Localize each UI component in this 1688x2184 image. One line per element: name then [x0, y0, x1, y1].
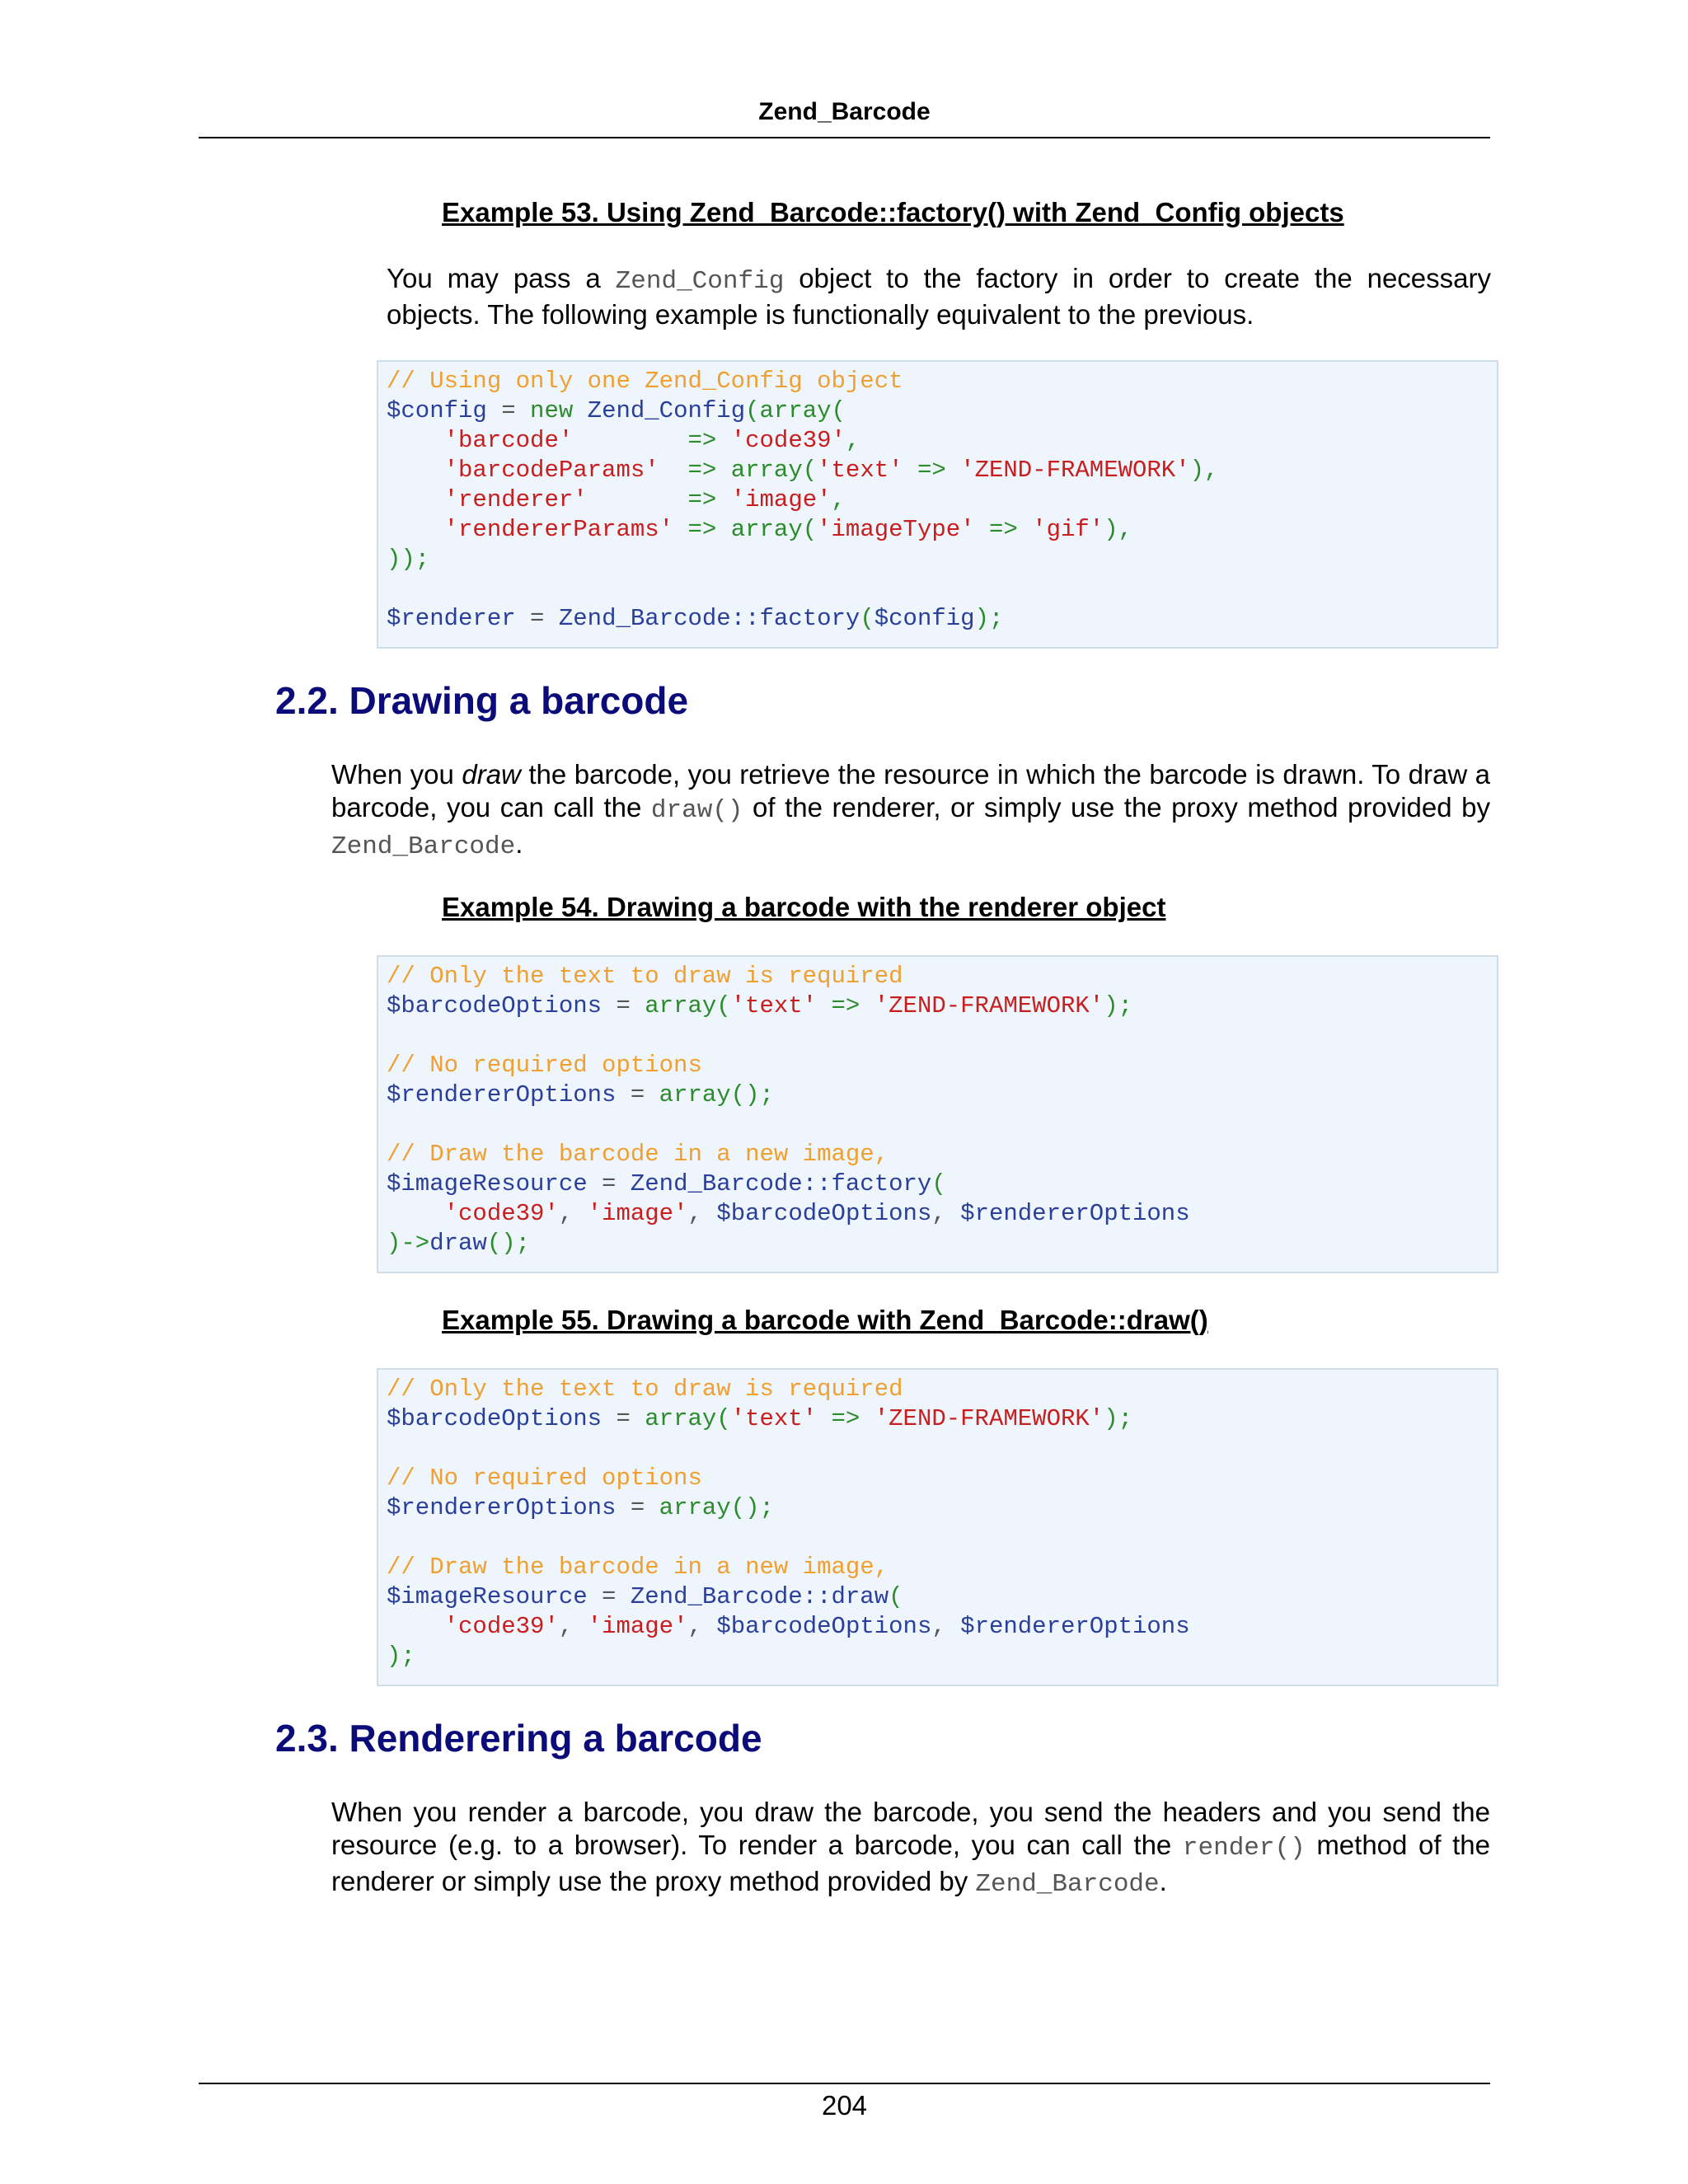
- code-keyword: =>: [831, 1405, 860, 1432]
- code-text: ,: [931, 1200, 961, 1227]
- code-keyword: =>: [687, 427, 717, 454]
- para-text-3: of the renderer, or simply use the proxy method provided by: [743, 792, 1490, 823]
- code-text: [716, 427, 730, 454]
- code-text: ,: [931, 1613, 961, 1640]
- section-2-2-paragraph: [331, 758, 1490, 864]
- code-line: [387, 1434, 1489, 1464]
- code-line: [387, 1642, 1489, 1671]
- code-line: [387, 1464, 1489, 1493]
- code-text: [387, 486, 444, 513]
- section-2-3-paragraph: [331, 1796, 1490, 1901]
- code-line: [387, 574, 1489, 604]
- code-text: [716, 486, 730, 513]
- para-text-3: .: [1159, 1866, 1167, 1896]
- intro-text-end: object to the factory in order to create the necessary objects. The following example is functionally equivalent to the previous.: [387, 263, 1491, 330]
- code-comment: // Draw the barcode in a new image,: [387, 1141, 889, 1168]
- code-comment: // Using only one Zend_Config object: [387, 368, 903, 395]
- page-number: 204: [821, 2090, 868, 2121]
- code-keyword: =>: [687, 486, 717, 513]
- code-string: 'renderer': [443, 486, 588, 513]
- code-line: [387, 604, 1489, 634]
- code-line: [387, 1199, 1489, 1229]
- code-keyword: =>: [687, 516, 717, 543]
- code-line: [387, 1051, 1489, 1080]
- footer-rule: [199, 2083, 1490, 2084]
- code-text: [716, 516, 730, 543]
- intro-text-start: You may pass a: [387, 263, 616, 293]
- code-string: 'text': [730, 992, 818, 1019]
- running-header: Zend_Barcode: [758, 98, 931, 125]
- code-line: [387, 1229, 1489, 1258]
- code-keyword: (: [860, 605, 874, 632]
- code-keyword: array();: [659, 1494, 774, 1521]
- code-variable: $imageResource: [387, 1170, 588, 1197]
- code-text: ,: [687, 1200, 717, 1227]
- code-string: 'text': [817, 457, 903, 484]
- code-string: 'text': [730, 1405, 818, 1432]
- code-line: [387, 1110, 1489, 1140]
- section-2-2-heading: 2.2. Drawing a barcode: [275, 679, 689, 722]
- code-keyword: ();: [486, 1230, 531, 1257]
- code-line: [387, 1375, 1489, 1404]
- header-rule: [199, 137, 1490, 138]
- code-keyword: =>: [687, 457, 717, 484]
- code-line: [387, 1080, 1489, 1110]
- code-line: [387, 1582, 1489, 1612]
- code-comment: // No required options: [387, 1465, 702, 1492]
- code-text: [659, 457, 688, 484]
- code-name: draw: [429, 1230, 487, 1257]
- code-variable: $rendererOptions: [387, 1494, 617, 1521]
- code-block-53: [377, 360, 1498, 649]
- code-keyword: array(: [645, 1405, 731, 1432]
- example-55-title: Example 55. Drawing a barcode with Zend_Barcode::draw(): [442, 1305, 1208, 1335]
- code-text: =: [602, 1405, 645, 1432]
- inline-code-draw: draw(): [650, 796, 743, 825]
- code-keyword: array(: [645, 992, 731, 1019]
- para-text-2: method of the renderer or simply use the proxy method provided by: [331, 1830, 1490, 1896]
- code-block-54: [377, 955, 1498, 1273]
- code-text: [387, 427, 444, 454]
- code-text: [860, 1405, 874, 1432]
- code-string: 'barcodeParams': [443, 457, 659, 484]
- code-text: ,: [687, 1613, 717, 1640]
- code-line: [387, 515, 1489, 545]
- code-name: Zend_Barcode::factory: [630, 1170, 932, 1197]
- code-text: [817, 1405, 831, 1432]
- code-line: [387, 545, 1489, 574]
- code-text: =: [587, 1583, 631, 1610]
- code-line: [387, 1404, 1489, 1434]
- example-53-intro: [387, 262, 1491, 331]
- code-text: [573, 427, 687, 454]
- code-string: 'image': [587, 1200, 688, 1227]
- code-text: [387, 1200, 444, 1227]
- inline-code-zend-barcode: Zend_Barcode: [331, 832, 516, 861]
- code-variable: $rendererOptions: [387, 1081, 617, 1108]
- para-text-1: When you: [331, 759, 462, 790]
- code-keyword: =>: [831, 992, 860, 1019]
- code-text: =: [616, 1494, 659, 1521]
- para-text-4: .: [515, 828, 523, 859]
- code-string: 'ZEND-FRAMEWORK': [874, 992, 1104, 1019]
- code-keyword: array();: [659, 1081, 774, 1108]
- code-keyword: (: [931, 1170, 946, 1197]
- code-line: [387, 456, 1489, 485]
- inline-code-render: render(): [1182, 1834, 1306, 1863]
- code-text: [817, 992, 831, 1019]
- code-keyword: =>: [917, 457, 946, 484]
- code-line: [387, 1493, 1489, 1523]
- code-comment: // Only the text to draw is required: [387, 1376, 903, 1403]
- code-string: 'rendererParams': [443, 516, 674, 543]
- code-text: [860, 992, 874, 1019]
- code-text: [387, 457, 444, 484]
- code-string: 'gif': [1032, 516, 1104, 543]
- code-text: =: [587, 1170, 631, 1197]
- code-keyword: );: [387, 1643, 415, 1670]
- code-keyword: );: [1104, 1405, 1132, 1432]
- code-text: ,: [558, 1200, 588, 1227]
- code-keyword: ,: [831, 486, 846, 513]
- code-keyword: (array(: [745, 397, 846, 424]
- code-text: =: [602, 992, 645, 1019]
- code-string: 'ZEND-FRAMEWORK': [874, 1405, 1104, 1432]
- code-variable: $barcodeOptions: [387, 992, 603, 1019]
- code-variable: $renderer: [387, 605, 516, 632]
- code-line: [387, 485, 1489, 515]
- code-text: [387, 1613, 444, 1640]
- code-line: [387, 396, 1489, 426]
- code-text: [573, 397, 587, 424]
- code-comment: // No required options: [387, 1052, 702, 1079]
- code-text: =: [616, 1081, 659, 1108]
- code-keyword: array(: [730, 457, 818, 484]
- code-string: 'image': [730, 486, 832, 513]
- code-keyword: );: [974, 605, 1004, 632]
- para-text-1: When you render a barcode, you draw the barcode, you send the headers and you send the resource (e.g. to a browser). To render a barcode, you can call the: [331, 1797, 1490, 1860]
- code-keyword: new: [530, 397, 574, 424]
- code-text: =: [515, 605, 559, 632]
- code-name: Zend_Config: [587, 397, 746, 424]
- code-name: Zend_Barcode::draw: [630, 1583, 889, 1610]
- code-variable: $barcodeOptions: [387, 1405, 603, 1432]
- code-string: 'code39': [730, 427, 846, 454]
- code-text: [903, 457, 917, 484]
- code-text: ,: [558, 1613, 588, 1640]
- code-line: [387, 1523, 1489, 1553]
- code-text: [946, 457, 960, 484]
- code-variable: $rendererOptions: [960, 1200, 1190, 1227]
- code-keyword: (: [889, 1583, 903, 1610]
- para-emphasis-draw: draw: [462, 759, 521, 790]
- code-variable: $barcodeOptions: [716, 1613, 932, 1640]
- code-line: [387, 962, 1489, 991]
- code-keyword: =>: [988, 516, 1018, 543]
- example-53-title: Example 53. Using Zend_Barcode::factory() with Zend_Config objects: [442, 197, 1344, 227]
- code-variable: $barcodeOptions: [716, 1200, 932, 1227]
- code-line: [387, 1612, 1489, 1642]
- section-2-3-heading: 2.3. Renderering a barcode: [275, 1717, 762, 1760]
- code-keyword: ),: [1189, 457, 1219, 484]
- code-keyword: ,: [845, 427, 860, 454]
- intro-code-zend-config: Zend_Config: [615, 267, 785, 296]
- code-line: [387, 1169, 1489, 1199]
- code-string: 'ZEND-FRAMEWORK': [960, 457, 1190, 484]
- code-text: =: [486, 397, 531, 424]
- code-string: 'image': [587, 1613, 688, 1640]
- code-line: [387, 1140, 1489, 1169]
- code-string: 'barcode': [443, 427, 574, 454]
- code-keyword: )->: [387, 1230, 430, 1257]
- code-line: [387, 367, 1489, 396]
- code-keyword: ));: [387, 546, 430, 573]
- code-line: [387, 991, 1489, 1021]
- code-comment: // Draw the barcode in a new image,: [387, 1554, 889, 1581]
- para-text-2: the barcode, you retrieve the resource in which the barcode is drawn. To draw a barcode, you can call the: [331, 759, 1490, 823]
- code-variable: $rendererOptions: [960, 1613, 1190, 1640]
- code-variable: $config: [874, 605, 975, 632]
- code-string: 'code39': [443, 1200, 559, 1227]
- code-block-55: [377, 1368, 1498, 1686]
- code-line: [387, 1553, 1489, 1582]
- code-text: [588, 486, 688, 513]
- code-line: [387, 426, 1489, 456]
- code-variable: $config: [387, 397, 487, 424]
- code-comment: // Only the text to draw is required: [387, 963, 903, 990]
- inline-code-zend-barcode: Zend_Barcode: [975, 1870, 1160, 1899]
- code-variable: $imageResource: [387, 1583, 588, 1610]
- code-text: [975, 516, 989, 543]
- example-54-title: Example 54. Drawing a barcode with the renderer object: [442, 892, 1166, 922]
- code-text: [1018, 516, 1032, 543]
- code-line: [387, 1021, 1489, 1051]
- code-text: [387, 516, 444, 543]
- code-text: [673, 516, 687, 543]
- code-keyword: array(: [730, 516, 818, 543]
- code-keyword: );: [1104, 992, 1132, 1019]
- code-keyword: ),: [1104, 516, 1133, 543]
- code-string: 'imageType': [817, 516, 975, 543]
- code-text: [716, 457, 730, 484]
- code-string: 'code39': [443, 1613, 559, 1640]
- code-name: Zend_Barcode::factory: [558, 605, 860, 632]
